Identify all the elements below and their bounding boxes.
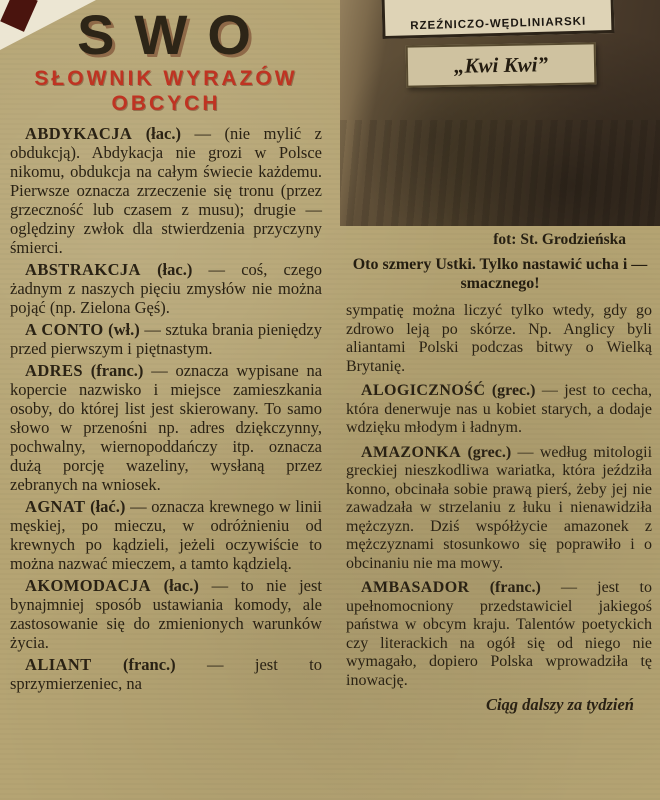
- entry-origin: (wł.): [108, 320, 140, 339]
- entry-origin: (grec.): [491, 382, 536, 399]
- entry-body: — jest to upełnomocniony przedstawiciel jakiegoś państwa w obcym kraju. Talentów poetyckich czy literackich na ogół się od niego nie wymagało, dopiero Polska wprowadziła tę inowację.: [346, 579, 652, 689]
- continued-paragraph: sympatię można liczyć tylko wtedy, gdy go zdrowo leją po skórze. Np. Anglicy byli aliantami Polski podczas bitwy o Wielką Brytanię.: [346, 302, 652, 375]
- subtitle-line1: SŁOWNIK WYRAZÓW: [34, 67, 298, 90]
- entry-amazonka: [346, 444, 652, 574]
- right-column: [340, 0, 660, 800]
- right-text-block: [340, 302, 660, 715]
- entry-term: A CONTO: [25, 320, 104, 339]
- entry-origin: (franc.): [489, 579, 541, 596]
- shop-name-text: „Kwi Kwi”: [453, 51, 549, 78]
- subtitle-line2: OBCYCH: [111, 92, 221, 115]
- continuation-notice: Ciąg dalszy za tydzień: [485, 695, 634, 714]
- page-title: SWO: [77, 3, 271, 66]
- entry-agnat: [10, 497, 322, 573]
- entry-body: — (nie mylić z obdukcją). Abdykacja nie grozi w Polsce nikomu, obdukcja na całym świecie każdemu. Pierwsze oznacza zrzeczenie się tronu (przez grzeczność lub czasem z musu); drugie — oględziny zwłok dla stwierdzenia przyczyny śmierci.: [10, 124, 323, 257]
- entry-origin: (łac.): [145, 124, 181, 143]
- shop-sign-text: RZEŹNICZO-WĘDLINIARSKI: [410, 15, 587, 33]
- entry-body: — według mitologii greckiej nieszkodliwa wariatka, która jeździła konno, obcinała sobie prawą pierś, żeby jej nie zawadzała w strzelaniu z łuku i nienawidziła mężczyzn. Dziś współżycie amazonek z mężczyznami stosunkowo się poprawiło i o obcinaniu nie ma mowy.: [346, 443, 653, 572]
- entry-term: ABDYKACJA: [25, 124, 133, 143]
- entry-abdykacja: [10, 124, 322, 257]
- entry-alogicznosc: [346, 382, 652, 438]
- entry-origin: (łać.): [90, 497, 126, 516]
- entry-term: AMBASADOR: [361, 579, 470, 596]
- entry-adres: [10, 361, 322, 494]
- entry-term: AMAZONKA: [361, 443, 462, 461]
- entry-origin: (franc.): [122, 655, 176, 674]
- shop-name-sign: [406, 42, 597, 87]
- entry-body: — oznacza krewnego w linii męskiej, po mieczu, w odróżnieniu od krewnych po kądzieli, jeżeli oczywiście to można nazwać mieczem, a tamto kądzielą.: [10, 497, 323, 573]
- entry-term: ALOGICZNOŚĆ: [361, 382, 486, 399]
- entry-ambasador: [346, 579, 652, 690]
- butcher-shop-photo: [340, 0, 660, 226]
- photo-wall-texture: [340, 120, 660, 226]
- entry-abstrakcja: [10, 260, 322, 317]
- entry-body: — sztuka brania pieniędzy przed pierwszym i piętnastym.: [10, 320, 323, 358]
- photo-caption: fot: St. Grodzieńska: [493, 231, 626, 248]
- entry-akomodacja: [10, 576, 322, 652]
- masthead: [10, 0, 322, 116]
- entry-body: — oznacza wypisane na kopercie nazwisko i miejsce zamieszkania osoby, do której list jest skierowany. To samo słowo w przenośni np. adres dziękczynny, pochwalny, wiernopoddańczy itp. oznacza dużą porcję wazeliny, wysłaną przez zebranych na wniosek.: [10, 361, 323, 494]
- entry-term: AKOMODACJA: [25, 576, 151, 595]
- entry-body: — to nie jest bynajmniej sposób ustawiania komody, ale zastosowanie się do zmienionych warunków życia.: [10, 576, 323, 652]
- shop-sign: [381, 0, 614, 39]
- entry-a-conto: [10, 320, 322, 358]
- entry-body: — coś, czego żadnym z naszych pięciu zmysłów nie można pojąć (np. Zielona Gęś).: [10, 260, 323, 317]
- entry-term: ADRES: [25, 361, 83, 380]
- photo-teaser: Oto szmery Ustki. Tylko nastawić ucha i — smacznego!: [352, 256, 648, 292]
- left-text-block: [10, 124, 322, 693]
- entry-term: ABSTRAKCJA: [25, 260, 141, 279]
- entry-body: — jest to sprzymierzeniec, na: [10, 655, 323, 693]
- entry-origin: (franc.): [90, 361, 144, 380]
- entry-aliant: [10, 655, 322, 693]
- entry-term: ALIANT: [25, 655, 92, 674]
- entry-origin: (łac.): [157, 260, 193, 279]
- entry-term: AGNAT: [25, 497, 86, 516]
- entry-origin: (łac.): [163, 576, 199, 595]
- entry-origin: (grec.): [467, 443, 512, 461]
- entry-body: — jest to cecha, która denerwuje nas u kobiet starych, a dodaje wdzięku młodym i ładnym.: [346, 382, 653, 436]
